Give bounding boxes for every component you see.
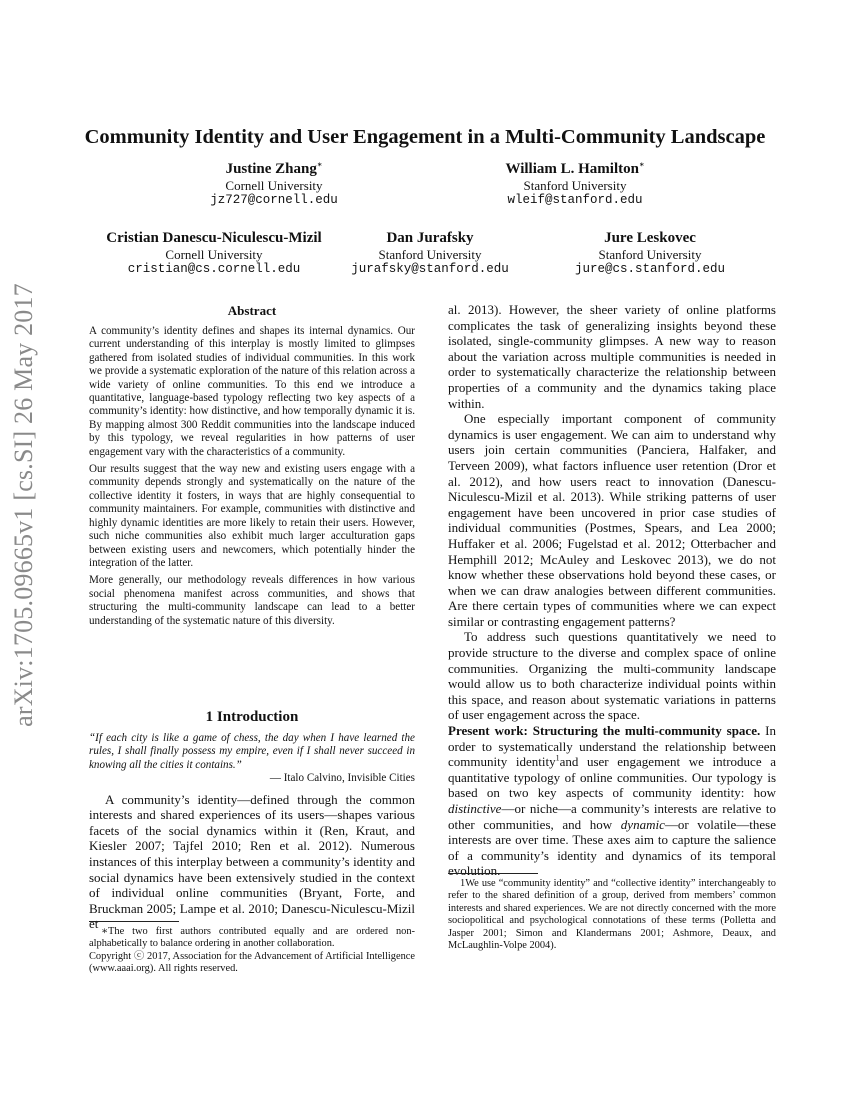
author-name: Cristian Danescu-Niculescu-Mizil	[106, 230, 322, 246]
body-paragraph: A community’s identity—defined through the common interests and shared experiences of its users—shapes various facets of the social dynamics within it (Ren, Kraut, and Kiesler 2007; Tajfel 2010; Ren et al. 2012). Numerous instances of this interplay between a community’s identity and social dynamics have been extensively studied in the context of individual online communities (Bryant, Forte, and Bruckman 2005; Lampe et al. 2010; Danescu-Niculescu-Mizil et	[89, 791, 415, 932]
author-email: jure@cs.stanford.edu	[574, 262, 726, 276]
right-footnotes	[448, 873, 776, 952]
epigraph-quote: “If each city is like a game of chess, the day when I have learned the rules, I shall finally possess my empire, even if I shall never succeed in knowing all the cities it contains.”	[89, 732, 415, 771]
section-heading: 1 Introduction	[205, 709, 299, 725]
body-paragraph: One especially important component of community dynamics is user engagement. We can aim to understand why users join certain communities (Panciera, Halfaker, and Terveen 2009), what factors influence user retention (Dror et al. 2012), and how users react to innovation (Danescu-Niculescu-Mizil et al. 2013). While striking patterns of user engagement have been uncovered in prior case studies of individual communities (Postmes, Spears, and Lea 2000; Huffaker et al. 2006; Fugelstad et al. 2012; Otterbacher and Hemphill 2012; McAuley and Leskovec 2013), we do not know whether these observations hold beyond these cases, or when we can draw analogies between different communities. Are there certain types of communities where we can expect similar or contrasting engagement patterns?	[448, 411, 776, 629]
present-work-paragraph: Present work: Structuring the multi-community space. In order to systematically understand the relationship between community identity$^1$and user engagement we introduce a quantitative typology of online communities. Our typology is based on two key aspects of community identity: how distinctive—or niche—a community’s interests are relative to other communities, and how dynamic—or volatile—these interests are over time. These axes aim to capture the salience of a community’s identity and dynamics of its temporal evolution.	[448, 723, 776, 879]
author-affiliation: Stanford University	[523, 178, 627, 193]
author-affiliation: Cornell University	[225, 178, 323, 193]
author-email: jurafsky@stanford.edu	[351, 262, 509, 276]
copyright-notice: Copyright ⓒ 2017, Association for the Advancement of Artificial Intelligence (www.aaai.org). All rights reserved.	[89, 950, 415, 975]
author-block	[174, 160, 374, 208]
footnote-rule	[448, 873, 538, 874]
footnote-rule	[89, 921, 179, 922]
author-name: Dan Jurafsky	[386, 230, 474, 246]
right-column	[448, 302, 776, 879]
author-email: jz727@cornell.edu	[210, 193, 338, 207]
author-block	[550, 229, 750, 277]
arxiv-stamp-text: arXiv:1705.09665v1 [cs.SI] 26 May 2017	[9, 283, 38, 727]
author-affiliation: Stanford University	[598, 247, 702, 262]
author-block	[470, 160, 680, 208]
arxiv-stamp	[2, 283, 46, 727]
footnote-marker: 1	[555, 753, 560, 763]
body-paragraph: To address such questions quantitatively we need to provide structure to the diverse and complex space of online communities. Organizing the multi-community landscape would allow us to both characterize individual points within this space, and reason about systematic variations in patterns of user engagement across the space.	[448, 629, 776, 723]
author-footnote: ∗The two first authors contributed equally and are ordered non-alphabetically to balance ordering in another collaboration.	[89, 926, 415, 950]
author-affiliation: Stanford University	[378, 247, 482, 262]
author-email: wleif@stanford.edu	[507, 193, 643, 207]
author-name: William L. Hamilton∗	[505, 160, 645, 177]
author-name: Justine Zhang∗	[225, 160, 323, 177]
paper-title: Community Identity and User Engagement in a Multi-Community Landscape	[84, 126, 766, 148]
epigraph-attribution: — Italo Calvino, Invisible Cities	[269, 772, 415, 785]
author-affiliation: Cornell University	[165, 247, 263, 262]
body-paragraph: al. 2013). However, the sheer variety of online platforms complicates the task of generalizing insights beyond these isolated, single-community glimpses. A new way to reason about the variation across multiple communities is needed in order to systematically characterize the relationship between properties of a community and the dynamics taking place within.	[448, 302, 776, 411]
author-email: cristian@cs.cornell.edu	[127, 262, 301, 276]
footnote-1: 1We use “community identity” and “collective identity” interchangeably to refer to the shared definition of a group, derived from members’ common interests and shared experiences. We are not directly concerned with the more sociopolitical and psychological connotations of these terms (Polletta and Jasper 2001; Simon and Klandermans 2001; Ashmore, Deaux, and McLaughlin-Volpe 2004).	[448, 878, 776, 952]
left-column	[89, 303, 415, 632]
abstract-paragraph: A community’s identity defines and shapes its internal dynamics. Our current understanding of this interplay is mostly limited to glimpses gathered from isolated studies of individual communities. In this work we provide a systematic exploration of the nature of this relation across a wide variety of online communities. To this end we introduce a quantitative, language-based typology reflecting two key aspects of a community’s identity: how distinctive, and how temporally dynamic it is. By mapping almost 300 Reddit communities into the landscape induced by this typology, we reveal regularities in how patterns of user engagement vary with the characteristics of a community.	[89, 325, 415, 458]
abstract-paragraph: Our results suggest that the way new and existing users engage with a community depends strongly and systematically on the nature of the collective identity it fosters, in ways that are highly consequential to community maintainers. For example, communities with distinctive and highly dynamic identities are more likely to retain their users. However, such niche communities also exhibit much larger acculturation gaps between existing users and newcomers, which potentially hinder the integration of the latter.	[89, 463, 415, 569]
left-footnotes	[89, 921, 415, 976]
author-block	[84, 229, 344, 277]
author-block	[330, 229, 530, 277]
author-name: Jure Leskovec	[604, 230, 696, 246]
abstract-paragraph: More generally, our methodology reveals differences in how various social phenomena manifest across communities, and shows that structuring the multi-community landscape can lead to a better understanding of the systematic nature of this diversity.	[89, 574, 415, 627]
abstract-heading: Abstract	[227, 303, 277, 318]
run-in-heading: Present work: Structuring the multi-community space.	[448, 723, 761, 739]
introduction-section	[89, 709, 415, 932]
